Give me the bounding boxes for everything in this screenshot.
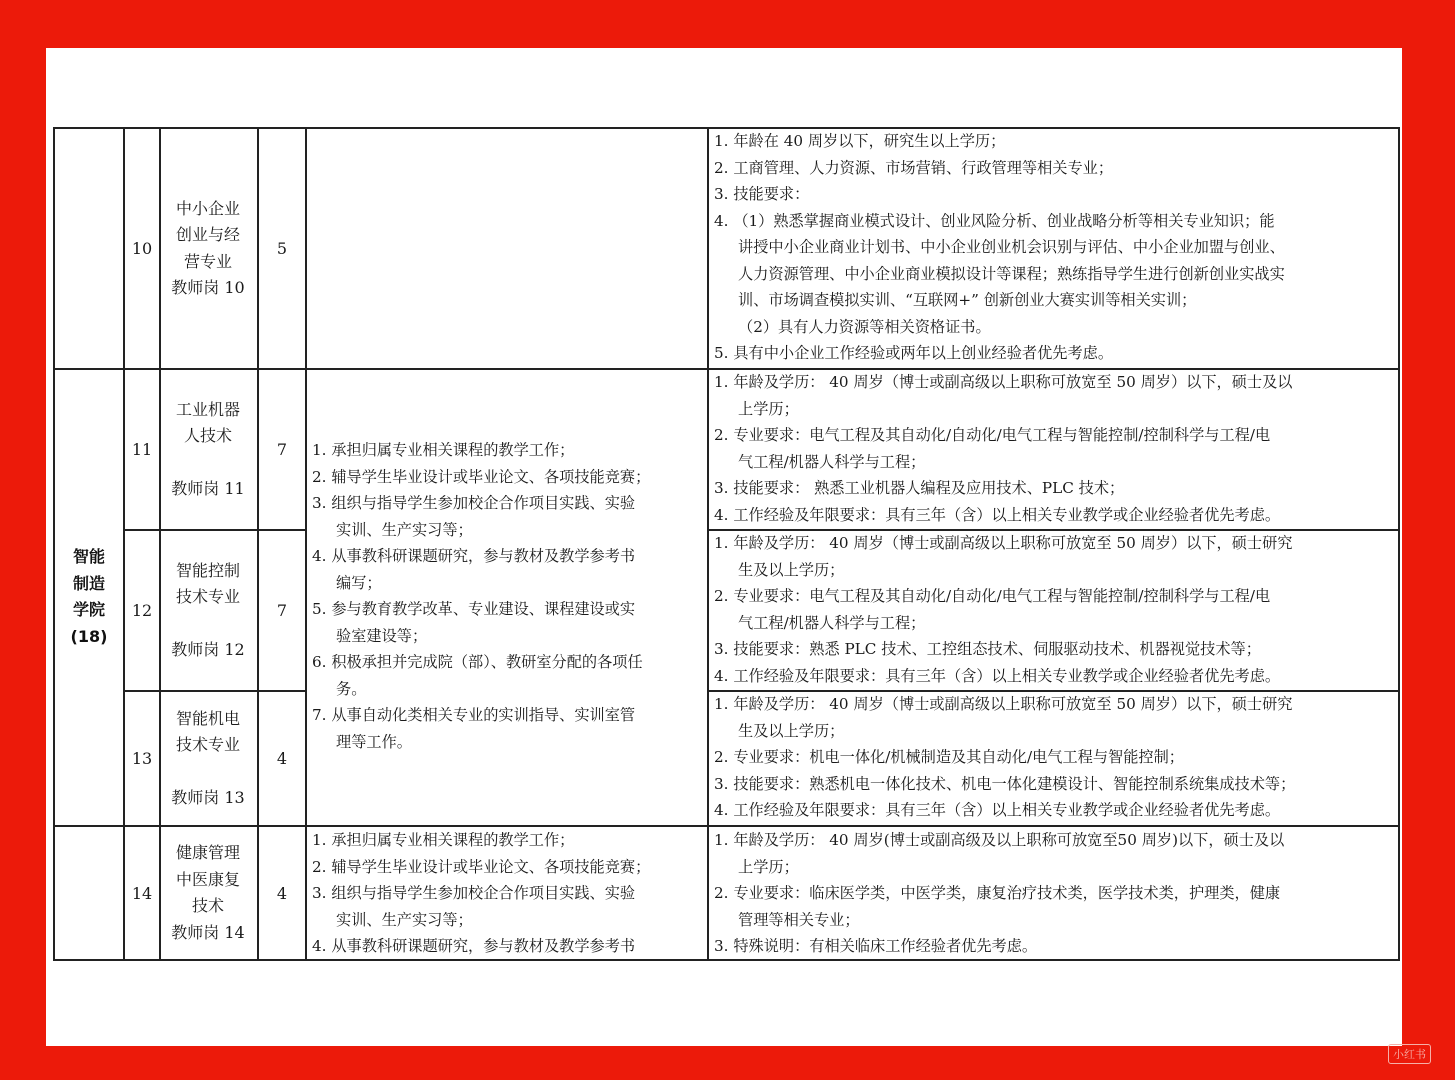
- headcount: 4: [276, 883, 288, 903]
- requirement-item: 4. （1）熟悉掌握商业模式设计、创业风险分析、创业战略分析等相关专业知识；能: [714, 211, 1275, 230]
- col-divider-4: [305, 127, 307, 960]
- headcount: 7: [276, 601, 288, 620]
- requirement-item: 1. 年龄及学历： 40 周岁（博士或副高级以上职称可放宽至 50 周岁）以下，硕士研究: [714, 695, 1293, 713]
- requirements-list: [714, 530, 1398, 689]
- requirement-item: 4. 工作经验及年限要求：具有三年（含）以上相关专业教学或企业经验者优先考虑。: [714, 666, 1281, 685]
- requirement-item: 5. 具有中小企业工作经验或两年以上创业经验者优先考虑。: [714, 344, 1114, 362]
- row-number: 13: [131, 749, 153, 768]
- position-line: 教师岗 10: [171, 278, 245, 297]
- duty-item: 1. 承担归属专业相关课程的教学工作；: [312, 831, 575, 849]
- requirement-item: 3. 技能要求：熟悉 PLC 技术、工控组态技术、伺服驱动技术、机器视觉技术等；: [714, 640, 1261, 658]
- college-line-4: (18): [70, 626, 108, 646]
- position-line: 智能机电: [175, 708, 240, 728]
- duty-item: 2. 辅导学生毕业设计或毕业论文、各项技能竞赛；: [312, 857, 651, 876]
- position-line: 创业与经: [175, 225, 240, 244]
- requirement-item: 4. 工作经验及年限要求：具有三年（含）以上相关专业教学或企业经验者优先考虑。: [714, 505, 1281, 524]
- requirement-item: 生及以上学历；: [738, 560, 845, 579]
- row-number: 14: [131, 883, 153, 903]
- requirement-item: 2. 专业要求：电气工程及其自动化/自动化/电气工程与智能控制/控制科学与工程/电: [714, 587, 1271, 605]
- position-cell: [159, 531, 257, 690]
- position-line: 人技术: [183, 426, 232, 446]
- position-line: 教师岗 14: [171, 922, 245, 942]
- requirement-item: 训、市场调查模拟实训、“互联网+” 创新创业大赛实训等相关实训；: [738, 291, 1197, 309]
- requirement-item: 生及以上学历；: [738, 721, 845, 740]
- requirement-item: 4. 工作经验及年限要求：具有三年（含）以上相关专业教学或企业经验者优先考虑。: [714, 801, 1281, 819]
- table-border-right: [1398, 127, 1400, 960]
- requirement-item: 1. 年龄在 40 周岁以下，研究生以上学历；: [714, 132, 1006, 150]
- requirements-list: [714, 128, 1398, 367]
- row-number: 12: [131, 601, 153, 620]
- position-line: 教师岗 12: [171, 639, 245, 659]
- duty-item: 6. 积极承担并完成院（部）、教研室分配的各项任: [312, 653, 643, 671]
- duties-list: [312, 827, 704, 960]
- requirement-item: 气工程/机器人科学与工程；: [738, 452, 926, 471]
- duty-item: 务。: [336, 679, 367, 698]
- duty-item: 3. 组织与指导学生参加校企合作项目实践、实验: [312, 884, 636, 902]
- requirement-item: 上学历；: [738, 399, 799, 418]
- duty-item: 3. 组织与指导学生参加校企合作项目实践、实验: [312, 494, 636, 512]
- requirement-item: 1. 年龄及学历： 40 周岁（博士或副高级以上职称可放宽至 50 周岁）以下，硕士及以: [714, 373, 1293, 391]
- position-line: 工业机器: [175, 399, 240, 419]
- duty-item: 实训、生产实习等；: [336, 520, 473, 539]
- position-line: 技术专业: [175, 587, 240, 607]
- requirement-item: 人力资源管理、中小企业商业模拟设计等课程；熟练指导学生进行创新创业实战实: [738, 264, 1285, 283]
- college-cell: [55, 369, 123, 825]
- position-line: 中小企业: [175, 198, 240, 218]
- duty-item: 5. 参与教育教学改革、专业建设、课程建设或实: [312, 600, 636, 618]
- duty-item: 理等工作。: [336, 732, 412, 751]
- col-divider-5: [707, 127, 709, 960]
- position-cell: [159, 129, 257, 368]
- position-line: 教师岗 13: [171, 787, 245, 807]
- requirement-item: 管理等相关专业；: [738, 910, 860, 929]
- document-sheet: [46, 48, 1402, 1046]
- headcount: 5: [276, 239, 288, 258]
- requirement-item: 3. 技能要求： 熟悉工业机器人编程及应用技术、PLC 技术；: [714, 479, 1125, 497]
- requirement-item: 上学历；: [738, 857, 799, 876]
- requirement-item: 1. 年龄及学历： 40 周岁（博士或副高级以上职称可放宽至 50 周岁）以下，硕士研究: [714, 534, 1293, 552]
- position-line: 健康管理: [175, 843, 240, 862]
- duty-item: 7. 从事自动化类相关专业的实训指导、实训室管: [312, 706, 636, 724]
- requirement-item: 2. 专业要求：机电一体化/机械制造及其自动化/电气工程与智能控制；: [714, 748, 1184, 766]
- watermark-logo: 小红书: [1388, 1044, 1431, 1064]
- position-cell: [159, 827, 257, 959]
- position-cell: [159, 692, 257, 825]
- headcount: 4: [276, 749, 288, 768]
- requirement-item: 1. 年龄及学历： 40 周岁(博士或副高级及以上职称可放宽至50 周岁)以下，硕士及以: [714, 831, 1285, 849]
- duties-list: [312, 437, 704, 755]
- position-cell: [159, 370, 257, 529]
- position-line: 中医康复: [175, 869, 240, 889]
- duty-item: 验室建设等；: [336, 626, 428, 645]
- requirement-item: 2. 工商管理、人力资源、市场营销、行政管理等相关专业；: [714, 158, 1114, 177]
- requirement-item: 3. 技能要求：: [714, 185, 810, 203]
- duty-item: 4. 从事教科研课题研究，参与教材及教学参考书: [312, 937, 636, 955]
- college-line-2: 制造: [72, 573, 105, 593]
- requirement-item: 3. 特殊说明：有相关临床工作经验者优先考虑。: [714, 937, 1038, 955]
- requirement-item: 讲授中小企业商业计划书、中小企业创业机会识别与评估、中小企业加盟与创业、: [738, 238, 1285, 256]
- position-line: 营专业: [183, 251, 232, 271]
- row-number: 10: [131, 239, 153, 258]
- requirement-item: 2. 专业要求：临床医学类，中医学类，康复治疗技术类，医学技术类，护理类，健康: [714, 884, 1281, 902]
- headcount: 7: [276, 440, 288, 459]
- position-line: 技术: [191, 896, 224, 915]
- requirements-list: [714, 691, 1398, 824]
- requirement-item: （2）具有人力资源等相关资格证书。: [738, 317, 991, 336]
- duty-item: 2. 辅导学生毕业设计或毕业论文、各项技能竞赛；: [312, 467, 651, 486]
- requirements-list: [714, 369, 1398, 528]
- duty-item: 4. 从事教科研课题研究，参与教材及教学参考书: [312, 547, 636, 565]
- position-line: 教师岗 11: [171, 478, 245, 498]
- requirement-item: 气工程/机器人科学与工程；: [738, 613, 926, 632]
- college-line-3: 学院: [72, 600, 105, 619]
- position-line: 技术专业: [175, 735, 240, 755]
- duty-item: 实训、生产实习等；: [336, 910, 473, 929]
- requirement-item: 2. 专业要求：电气工程及其自动化/自动化/电气工程与智能控制/控制科学与工程/电: [714, 426, 1271, 444]
- row-number: 11: [131, 440, 153, 459]
- requirements-list: [714, 827, 1398, 960]
- requirement-item: 3. 技能要求：熟悉机电一体化技术、机电一体化建模设计、智能控制系统集成技术等；: [714, 774, 1296, 793]
- position-line: 智能控制: [175, 560, 240, 580]
- college-line-1: 智能: [72, 547, 105, 566]
- duty-item: 1. 承担归属专业相关课程的教学工作；: [312, 441, 575, 459]
- duty-item: 编写；: [336, 573, 382, 592]
